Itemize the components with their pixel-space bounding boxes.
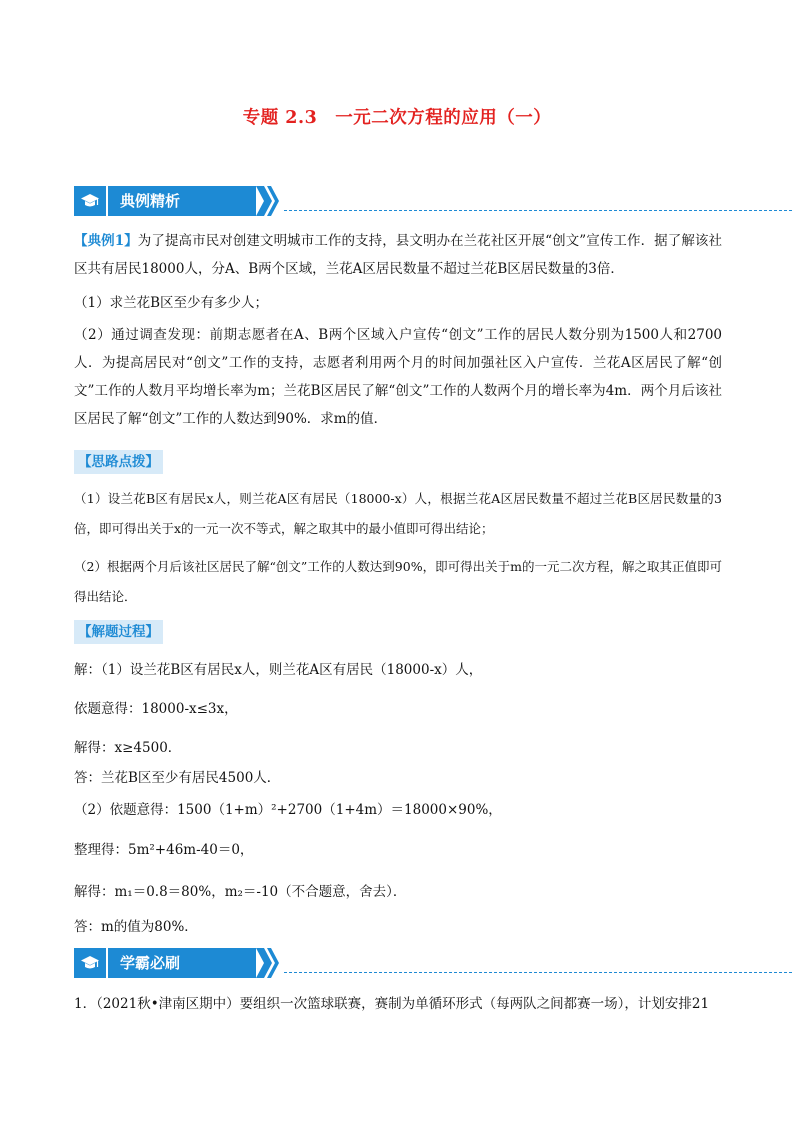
solution-line-6: 整理得：5m²+46m-40＝0， — [74, 842, 254, 858]
section-banner-practice — [74, 948, 724, 980]
problem-1-text: 1．（2021秋•津南区期中）要组织一次篮球联赛，赛制为单循环形式（每两队之间都赛一场），计划安排21 — [74, 996, 710, 1012]
solution-line-1: 解：（1）设兰花B区有居民x人，则兰花A区有居民（18000-x）人， — [74, 662, 483, 678]
graduation-cap-icon — [74, 186, 106, 216]
solution-line-7: 解得：m₁＝0.8＝80%，m₂＝-10（不合题意，舍去）． — [74, 884, 407, 900]
dashed-divider — [284, 972, 792, 973]
section-label: 典例精析 — [108, 186, 256, 216]
page-title: 专题 2.3 一元二次方程的应用（一） — [242, 108, 552, 128]
dashed-divider — [284, 210, 792, 211]
example-question-1: （1）求兰花B区至少有多少人； — [74, 295, 269, 311]
hint-tag: 【思路点拨】 — [74, 450, 163, 474]
graduation-cap-icon — [74, 948, 106, 978]
example-intro-text: 为了提高市民对创建文明城市工作的支持，县文明办在兰花社区开展“创文”宣传工作．据了解该社区共有居民18000人，分A、B两个区域，兰花A区居民数量不超过兰花B区居民数量的3倍． — [74, 233, 722, 277]
solution-line-2: 依题意得：18000-x≤3x， — [74, 701, 238, 717]
chevron-right-icon — [256, 948, 284, 978]
solution-tag: 【解题过程】 — [74, 620, 163, 644]
solution-line-5: （2）依题意得：1500（1+m）²+2700（1+4m）＝18000×90%， — [74, 802, 502, 818]
section-banner-examples — [74, 186, 724, 218]
solution-line-8: 答：m的值为80%． — [74, 919, 198, 935]
example-question-2: （2）通过调查发现：前期志愿者在A、B两个区域入户宣传“创文”工作的居民人数分别为1500人和2700人．为提高居民对“创文”工作的支持，志愿者利用两个月的时间加强社区入户宣传．兰花A区居民了解“创文”工作的人数月平均增长率为m；兰花B区居民了解“创文”工作的人数两个月的增长率为4m．两个月后该社区居民了解“创文”工作的人数达到90%．求m的值． — [74, 327, 722, 427]
example-tag: 【典例1】 — [74, 233, 138, 249]
section-label: 学霸必刷 — [108, 948, 256, 978]
hint-paragraph-2: （2）根据两个月后该社区居民了解“创文”工作的人数达到90%，即可得出关于m的一元二次方程，解之取其正值即可得出结论． — [74, 559, 722, 604]
solution-line-3: 解得：x≥4500． — [74, 740, 182, 756]
example-intro — [74, 227, 722, 283]
chevron-right-icon — [256, 186, 284, 216]
hint-paragraph-1: （1）设兰花B区有居民x人，则兰花A区有居民（18000-x）人，根据兰花A区居民数量不超过兰花B区居民数量的3倍，即可得出关于x的一元一次不等式，解之取其中的最小值即可得出结论； — [74, 491, 722, 536]
solution-line-4: 答：兰花B区至少有居民4500人． — [74, 770, 281, 786]
